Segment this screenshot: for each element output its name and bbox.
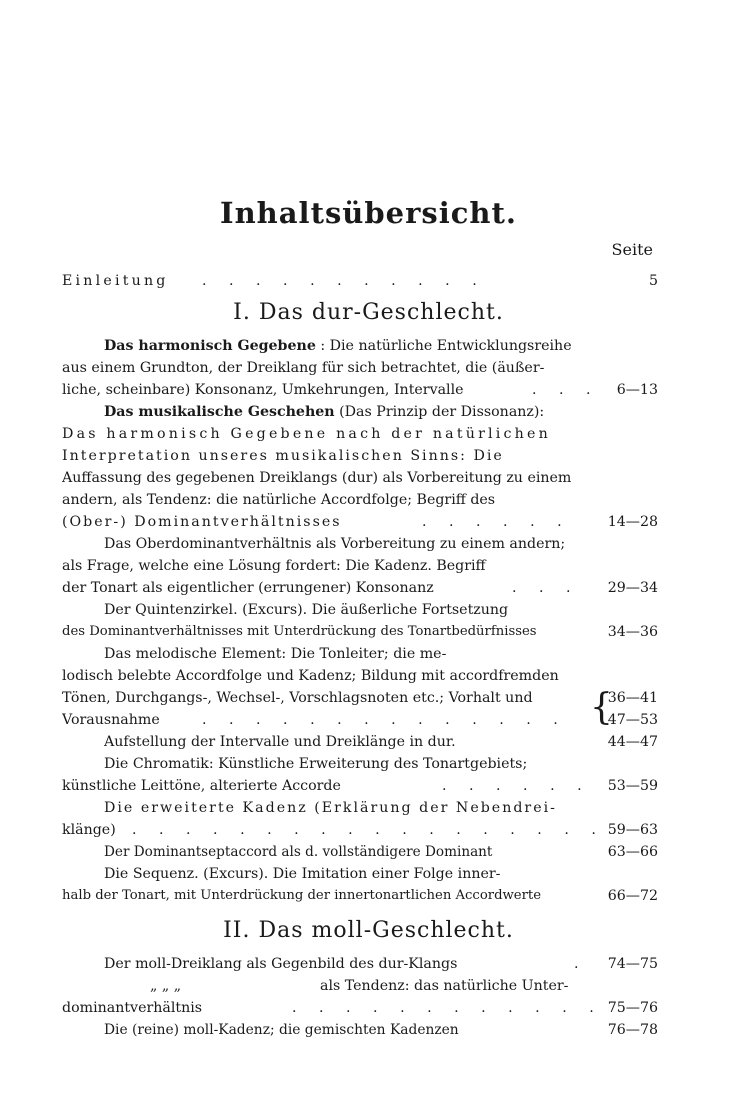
brace: { bbox=[590, 687, 613, 728]
entry-text: lodisch belebte Accordfolge und Kadenz; Bildung mit accordfremden bbox=[62, 668, 559, 684]
toc-line bbox=[62, 885, 658, 907]
entry-text: Aufstellung der Intervalle und Dreiklänge in dur. bbox=[104, 734, 456, 750]
page-number: 47—53 bbox=[607, 712, 658, 728]
toc-entry-einleitung bbox=[62, 270, 658, 292]
toc-line bbox=[104, 1019, 658, 1041]
toc-line bbox=[62, 621, 658, 643]
entry-text: Der Dominantseptaccord als d. vollständigere Dominant bbox=[104, 844, 493, 860]
entry-text: Der moll-Dreiklang als Gegenbild des dur-Klangs bbox=[104, 956, 458, 972]
entry-text: Einleitung bbox=[62, 273, 169, 289]
toc-line bbox=[62, 555, 658, 577]
page-number: 66—72 bbox=[607, 888, 658, 904]
entry-text: : Die natürliche Entwicklungsreihe bbox=[320, 338, 572, 354]
entry-bold: Das harmonisch Gegebene bbox=[104, 338, 316, 354]
page-number: 75—76 bbox=[607, 1000, 658, 1016]
leader-dots: . . . . . . bbox=[442, 778, 591, 794]
toc-line bbox=[62, 357, 658, 379]
toc-line bbox=[62, 489, 658, 511]
toc-line bbox=[62, 775, 658, 797]
entry-text: Auffassung des gegebenen Dreiklangs (dur) als Vorbereitung zu einem bbox=[62, 470, 572, 486]
toc-line bbox=[104, 599, 658, 621]
entry-text: Das harmonisch Gegebene nach der natürlichen bbox=[62, 426, 551, 442]
toc-line bbox=[62, 819, 658, 841]
leader-dots: . . . . . . bbox=[422, 514, 571, 530]
toc-line bbox=[62, 997, 658, 1019]
toc-line bbox=[104, 953, 658, 975]
entry-text: Die Sequenz. (Excurs). Die Imitation einer Folge inner- bbox=[104, 866, 501, 882]
toc-line bbox=[150, 975, 658, 997]
entry-text: Die (reine) moll-Kadenz; die gemischten Kadenzen bbox=[104, 1022, 459, 1038]
leader-dots: . . . . . . . . . . . . . . bbox=[202, 712, 567, 728]
entry-text: andern, als Tendenz: die natürliche Accordfolge; Begriff des bbox=[62, 492, 496, 508]
toc-line bbox=[104, 731, 658, 753]
toc-line bbox=[104, 841, 658, 863]
page-number: 29—34 bbox=[607, 580, 658, 596]
leader-dots: . bbox=[574, 956, 588, 972]
entry-text: (Das Prinzip der Dissonanz): bbox=[339, 404, 545, 420]
leader-dots: . . . bbox=[512, 580, 580, 596]
toc-line bbox=[62, 577, 658, 599]
entry-text: der Tonart als eigentlicher (errungener) Konsonanz bbox=[62, 580, 434, 596]
page-number: 76—78 bbox=[607, 1022, 658, 1038]
entry-text: Die erweiterte Kadenz (Erklärung der Nebendrei- bbox=[104, 800, 557, 816]
page-number: 36—41 bbox=[607, 690, 658, 706]
page-number: 59—63 bbox=[607, 822, 658, 838]
page-column-label: Seite bbox=[611, 240, 653, 259]
entry-text: künstliche Leittöne, alterierte Accorde bbox=[62, 778, 341, 794]
leader-dots: . . . bbox=[532, 382, 600, 398]
entry-text: Die Chromatik: Künstliche Erweiterung des Tonartgebiets; bbox=[104, 756, 528, 772]
toc-line bbox=[62, 467, 658, 489]
entry-text: als Tendenz: das natürliche Unter- bbox=[320, 978, 569, 994]
toc-line bbox=[104, 533, 658, 555]
toc-line bbox=[104, 335, 658, 357]
entry-text: des Dominantverhältnisses mit Unterdrückung des Tonartbedürfnisses bbox=[62, 624, 537, 639]
page-number: 63—66 bbox=[607, 844, 658, 860]
page-number: 5 bbox=[648, 273, 658, 289]
page-number: 74—75 bbox=[607, 956, 658, 972]
toc-line bbox=[104, 863, 658, 885]
leader-dots: . . . . . . . . . . . . bbox=[292, 1000, 603, 1016]
page-number: 34—36 bbox=[607, 624, 658, 640]
leader-dots: . . . . . . . . . . . . . . . . . . bbox=[132, 822, 605, 838]
entry-text: Interpretation unseres musikalischen Sinns: Die bbox=[62, 448, 504, 464]
leader-dots: . . . . . . . . . . . bbox=[202, 273, 486, 289]
section-heading-moll: II. Das moll-Geschlecht. bbox=[223, 918, 514, 943]
page-number: 53—59 bbox=[607, 778, 658, 794]
entry-text: (Ober-) Dominantverhältnisses bbox=[62, 514, 342, 530]
entry-text: Der Quintenzirkel. (Excurs). Die äußerliche Fortsetzung bbox=[104, 602, 509, 618]
entry-text: halb der Tonart, mit Unterdrückung der innertonartlichen Accordwerte bbox=[62, 888, 542, 903]
entry-text: als Frage, welche eine Lösung fordert: Die Kadenz. Begriff bbox=[62, 558, 486, 574]
toc-line bbox=[62, 665, 658, 687]
toc-line bbox=[62, 687, 590, 709]
page-number: 44—47 bbox=[607, 734, 658, 750]
entry-text: dominantverhältnis bbox=[62, 1000, 203, 1016]
entry-text: Vorausnahme bbox=[62, 712, 160, 728]
entry-text: Das Oberdominantverhältnis als Vorbereitung zu einem andern; bbox=[104, 536, 566, 552]
entry-text: Das melodische Element: Die Tonleiter; die me- bbox=[104, 646, 447, 662]
toc-line bbox=[104, 753, 658, 775]
toc-line bbox=[62, 445, 658, 467]
entry-text: liche, scheinbare) Konsonanz, Umkehrungen, Intervalle bbox=[62, 382, 464, 398]
section-heading-dur: I. Das dur-Geschlecht. bbox=[233, 300, 504, 325]
toc-line bbox=[62, 423, 658, 445]
toc-line bbox=[104, 643, 658, 665]
toc-line bbox=[62, 379, 658, 401]
entry-text: aus einem Grundton, der Dreiklang für sich betrachtet, die (äußer- bbox=[62, 360, 545, 376]
ditto-marks: „ „ „ bbox=[150, 978, 182, 994]
toc-line bbox=[104, 797, 658, 819]
toc-line bbox=[62, 511, 658, 533]
toc-line bbox=[62, 709, 590, 731]
page-number: 14—28 bbox=[607, 514, 658, 530]
page-number: 6—13 bbox=[616, 382, 658, 398]
entry-text: Tönen, Durchgangs-, Wechsel-, Vorschlagsnoten etc.; Vorhalt und bbox=[62, 690, 533, 706]
entry-bold: Das musikalische Geschehen bbox=[104, 404, 335, 420]
toc-page-pair bbox=[605, 687, 658, 709]
toc-page-pair bbox=[605, 709, 658, 731]
entry-text: klänge) bbox=[62, 822, 116, 838]
page-title: Inhaltsübersicht. bbox=[220, 196, 517, 230]
toc-line bbox=[104, 401, 658, 423]
